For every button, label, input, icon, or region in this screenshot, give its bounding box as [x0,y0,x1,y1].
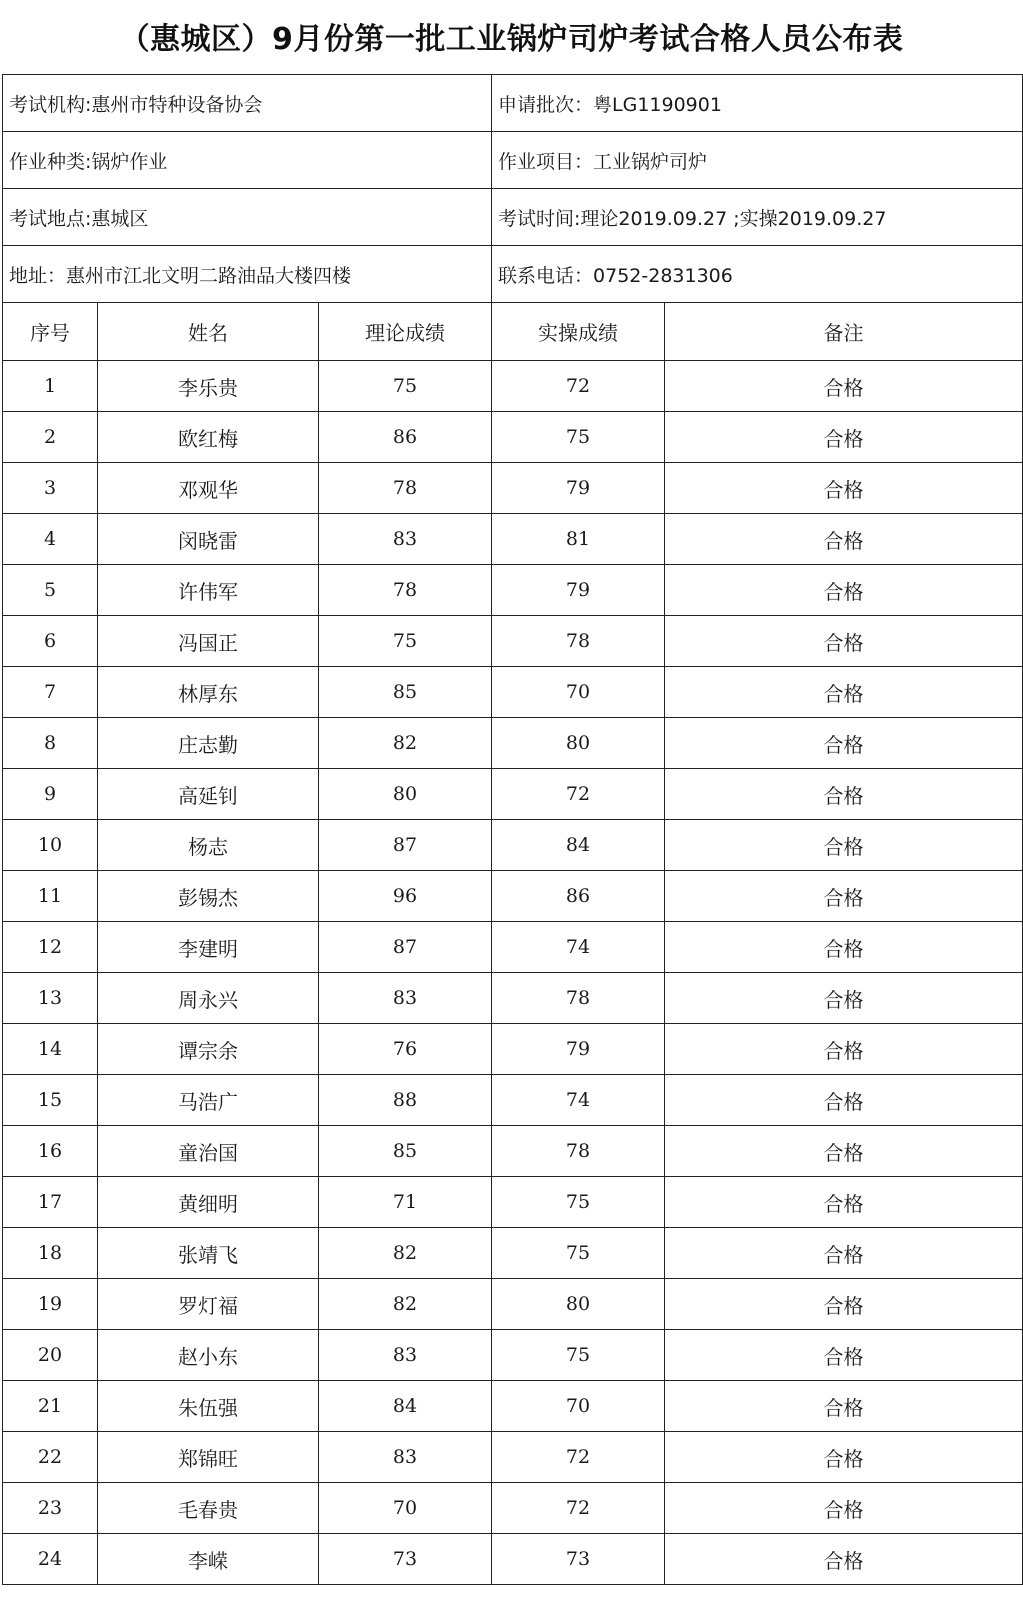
index-cell: 11 [3,871,98,922]
header-theory-score: 理论成绩 [319,303,492,361]
table-row [3,820,1023,871]
name-cell: 郑锦旺 [98,1432,319,1483]
remark-cell: 合格 [665,1075,1023,1126]
name-cell: 李建明 [98,922,319,973]
remark-cell: 合格 [665,769,1023,820]
table-row [3,1432,1023,1483]
remark-cell: 合格 [665,514,1023,565]
remark-cell: 合格 [665,922,1023,973]
theory-score-cell: 80 [319,769,492,820]
index-cell: 6 [3,616,98,667]
index-cell: 19 [3,1279,98,1330]
page-title: （惠城区）9月份第一批工业锅炉司炉考试合格人员公布表 [119,22,904,57]
table-row [3,1075,1023,1126]
practice-score-cell: 73 [492,1534,665,1585]
table-row [3,1483,1023,1534]
remark-cell: 合格 [665,1534,1023,1585]
table-header-row [3,303,1023,361]
index-cell: 7 [3,667,98,718]
theory-score-cell: 86 [319,412,492,463]
practice-score-cell: 80 [492,718,665,769]
table-row [3,718,1023,769]
remark-cell: 合格 [665,616,1023,667]
practice-score-cell: 80 [492,1279,665,1330]
theory-score-cell: 96 [319,871,492,922]
theory-score-cell: 82 [319,1279,492,1330]
info-row-address [3,246,1023,303]
index-cell: 15 [3,1075,98,1126]
work-type-cell: 作业种类:锅炉作业 [3,132,492,189]
table-row [3,871,1023,922]
practice-score-cell: 81 [492,514,665,565]
table-row [3,769,1023,820]
batch-cell: 申请批次：粤LG1190901 [492,75,1023,132]
theory-score-cell: 82 [319,718,492,769]
index-cell: 22 [3,1432,98,1483]
name-cell: 许伟军 [98,565,319,616]
table-row [3,463,1023,514]
remark-cell: 合格 [665,1279,1023,1330]
practice-score-cell: 75 [492,1228,665,1279]
table-row [3,1534,1023,1585]
theory-score-cell: 76 [319,1024,492,1075]
header-name: 姓名 [98,303,319,361]
name-cell: 朱伍强 [98,1381,319,1432]
table-row [3,1330,1023,1381]
practice-score-cell: 75 [492,412,665,463]
remark-cell: 合格 [665,718,1023,769]
practice-score-cell: 78 [492,616,665,667]
table-row [3,361,1023,412]
remark-cell: 合格 [665,1126,1023,1177]
remark-cell: 合格 [665,565,1023,616]
phone-cell: 联系电话：0752-2831306 [492,246,1023,303]
index-cell: 4 [3,514,98,565]
exam-location-cell: 考试地点:惠城区 [3,189,492,246]
table-row [3,616,1023,667]
index-cell: 23 [3,1483,98,1534]
exam-time-cell: 考试时间:理论2019.09.27 ;实操2019.09.27 [492,189,1023,246]
name-cell: 李乐贵 [98,361,319,412]
table-row [3,514,1023,565]
theory-score-cell: 83 [319,514,492,565]
remark-cell: 合格 [665,463,1023,514]
practice-score-cell: 72 [492,769,665,820]
remark-cell: 合格 [665,1483,1023,1534]
name-cell: 罗灯福 [98,1279,319,1330]
practice-score-cell: 86 [492,871,665,922]
remark-cell: 合格 [665,1177,1023,1228]
practice-score-cell: 70 [492,1381,665,1432]
table-row [3,1228,1023,1279]
name-cell: 彭锡杰 [98,871,319,922]
practice-score-cell: 78 [492,973,665,1024]
index-cell: 13 [3,973,98,1024]
practice-score-cell: 72 [492,1483,665,1534]
table-row [3,1177,1023,1228]
remark-cell: 合格 [665,1381,1023,1432]
results-table [2,74,1023,1585]
address-cell: 地址：惠州市江北文明二路油品大楼四楼 [3,246,492,303]
info-row-type [3,132,1023,189]
index-cell: 16 [3,1126,98,1177]
info-row-location [3,189,1023,246]
index-cell: 2 [3,412,98,463]
index-cell: 10 [3,820,98,871]
exam-org-cell: 考试机构:惠州市特种设备协会 [3,75,492,132]
theory-score-cell: 85 [319,667,492,718]
table-row [3,1381,1023,1432]
practice-score-cell: 70 [492,667,665,718]
table-row [3,922,1023,973]
name-cell: 邓观华 [98,463,319,514]
name-cell: 毛春贵 [98,1483,319,1534]
index-cell: 18 [3,1228,98,1279]
theory-score-cell: 87 [319,922,492,973]
theory-score-cell: 78 [319,565,492,616]
name-cell: 庄志勤 [98,718,319,769]
index-cell: 9 [3,769,98,820]
table-row [3,1126,1023,1177]
index-cell: 20 [3,1330,98,1381]
name-cell: 杨志 [98,820,319,871]
theory-score-cell: 83 [319,973,492,1024]
name-cell: 张靖飞 [98,1228,319,1279]
practice-score-cell: 72 [492,1432,665,1483]
index-cell: 8 [3,718,98,769]
remark-cell: 合格 [665,1024,1023,1075]
theory-score-cell: 78 [319,463,492,514]
name-cell: 黄细明 [98,1177,319,1228]
practice-score-cell: 74 [492,922,665,973]
theory-score-cell: 88 [319,1075,492,1126]
remark-cell: 合格 [665,361,1023,412]
work-item-cell: 作业项目：工业锅炉司炉 [492,132,1023,189]
practice-score-cell: 79 [492,1024,665,1075]
index-cell: 17 [3,1177,98,1228]
name-cell: 欧红梅 [98,412,319,463]
remark-cell: 合格 [665,871,1023,922]
index-cell: 14 [3,1024,98,1075]
name-cell: 闵晓雷 [98,514,319,565]
table-row [3,1279,1023,1330]
remark-cell: 合格 [665,412,1023,463]
table-row [3,667,1023,718]
remark-cell: 合格 [665,973,1023,1024]
theory-score-cell: 83 [319,1330,492,1381]
practice-score-cell: 74 [492,1075,665,1126]
theory-score-cell: 70 [319,1483,492,1534]
name-cell: 冯国正 [98,616,319,667]
index-cell: 3 [3,463,98,514]
practice-score-cell: 79 [492,463,665,514]
name-cell: 谭宗余 [98,1024,319,1075]
name-cell: 高延钊 [98,769,319,820]
practice-score-cell: 72 [492,361,665,412]
remark-cell: 合格 [665,1432,1023,1483]
remark-cell: 合格 [665,820,1023,871]
name-cell: 林厚东 [98,667,319,718]
theory-score-cell: 75 [319,361,492,412]
index-cell: 1 [3,361,98,412]
theory-score-cell: 71 [319,1177,492,1228]
name-cell: 童治国 [98,1126,319,1177]
practice-score-cell: 84 [492,820,665,871]
index-cell: 24 [3,1534,98,1585]
practice-score-cell: 75 [492,1177,665,1228]
table-row [3,412,1023,463]
theory-score-cell: 82 [319,1228,492,1279]
table-row [3,565,1023,616]
name-cell: 李嵘 [98,1534,319,1585]
practice-score-cell: 78 [492,1126,665,1177]
theory-score-cell: 85 [319,1126,492,1177]
index-cell: 21 [3,1381,98,1432]
theory-score-cell: 75 [319,616,492,667]
practice-score-cell: 79 [492,565,665,616]
index-cell: 12 [3,922,98,973]
remark-cell: 合格 [665,1228,1023,1279]
theory-score-cell: 73 [319,1534,492,1585]
table-row [3,1024,1023,1075]
practice-score-cell: 75 [492,1330,665,1381]
theory-score-cell: 83 [319,1432,492,1483]
info-row-org [3,75,1023,132]
header-practice-score: 实操成绩 [492,303,665,361]
name-cell: 周永兴 [98,973,319,1024]
header-remark: 备注 [665,303,1023,361]
theory-score-cell: 87 [319,820,492,871]
index-cell: 5 [3,565,98,616]
theory-score-cell: 84 [319,1381,492,1432]
table-row [3,973,1023,1024]
remark-cell: 合格 [665,667,1023,718]
header-index: 序号 [3,303,98,361]
name-cell: 马浩广 [98,1075,319,1126]
remark-cell: 合格 [665,1330,1023,1381]
name-cell: 赵小东 [98,1330,319,1381]
